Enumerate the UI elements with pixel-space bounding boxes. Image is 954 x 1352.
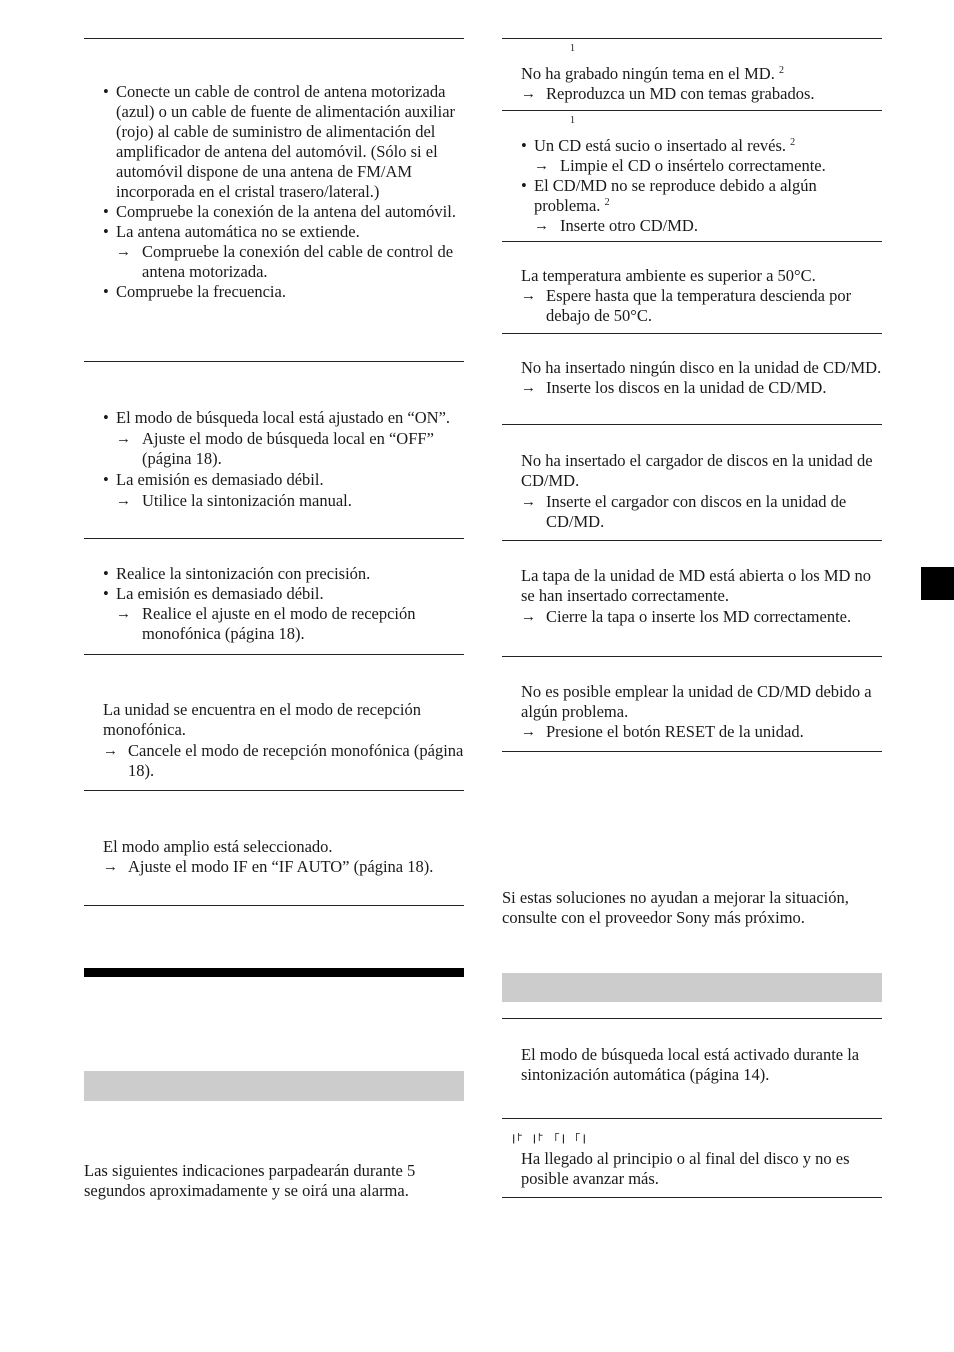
cause-text: El modo de búsqueda local está activado durante la sintonización automática (página 14). bbox=[521, 1045, 860, 1084]
section-md-lid bbox=[502, 566, 882, 627]
section-no-disc bbox=[502, 358, 882, 398]
section-heading-bar bbox=[84, 968, 464, 977]
list-item bbox=[502, 136, 882, 156]
page-edge-tab bbox=[921, 567, 954, 600]
solution-item: → Reproduzca un MD con temas grabados. bbox=[502, 84, 882, 104]
divider bbox=[84, 38, 464, 39]
footnote-mark: 1 bbox=[570, 115, 575, 126]
divider bbox=[502, 333, 882, 334]
heading-band bbox=[502, 973, 882, 1002]
section-tuning bbox=[84, 564, 464, 644]
section-md-no-tracks bbox=[502, 44, 882, 104]
solution-item: → Realice el ajuste en el modo de recepción monofónica (página 18). bbox=[84, 604, 464, 644]
solution-item: → Ajuste el modo de búsqueda local en “OFF” (página 18). bbox=[84, 429, 464, 469]
section-disc-error bbox=[502, 116, 882, 236]
list-item: • Compruebe la frecuencia. bbox=[84, 282, 464, 302]
divider bbox=[84, 654, 464, 655]
solution-item: → Inserte otro CD/MD. bbox=[502, 216, 882, 236]
divider bbox=[502, 540, 882, 541]
divider bbox=[502, 241, 882, 242]
list-item: • La emisión es demasiado débil. bbox=[84, 584, 464, 604]
solution-item: → Presione el botón RESET de la unidad. bbox=[502, 722, 882, 742]
divider bbox=[502, 1118, 882, 1119]
intro-paragraph: Las siguientes indicaciones parpadearán durante 5 segundos aproximadamente y se oirá una alarma. bbox=[84, 1161, 416, 1200]
footnote-mark: 1 bbox=[570, 43, 575, 54]
footnote-mark: 2 bbox=[778, 65, 784, 76]
divider bbox=[84, 361, 464, 362]
divider bbox=[84, 905, 464, 906]
divider bbox=[502, 38, 882, 39]
section-local-seek-on bbox=[502, 1045, 882, 1085]
section-disc-end bbox=[502, 1130, 882, 1189]
footnote-mark: 2 bbox=[604, 197, 610, 208]
solution-item: → Ajuste el modo IF en “IF AUTO” (página 18). bbox=[84, 857, 464, 877]
list-item: • Conecte un cable de control de antena motorizada (azul) o un cable de fuente de alimentación auxiliar (rojo) al cable de suministro de alimentación del amplificador de antena del automóvil. (Sólo si el automóvil dispone de una antena de FM/AM incorporada en el cristal trasero/lateral.) bbox=[84, 82, 464, 202]
divider bbox=[502, 751, 882, 752]
cause-text: La unidad se encuentra en el modo de recepción monofónica. bbox=[103, 700, 421, 739]
list-item: • La antena automática no se extiende. bbox=[84, 222, 464, 242]
solution-item: → Inserte los discos en la unidad de CD/MD. bbox=[502, 378, 882, 398]
segment-display-indicator: ꞁ꜓ ꞁ꜓ ꜒ꞁ ꜒ꞁ bbox=[512, 1130, 587, 1144]
list-item bbox=[502, 176, 882, 216]
list-item-label: El CD/MD no se reproduce debido a algún problema. bbox=[534, 176, 817, 215]
heading-band bbox=[84, 1071, 464, 1101]
divider bbox=[502, 1018, 882, 1019]
cause-text: No ha insertado ningún disco en la unidad de CD/MD. bbox=[521, 358, 882, 377]
divider bbox=[502, 1197, 882, 1198]
cause-text: La tapa de la unidad de MD está abierta o los MD no se han insertado correctamente. bbox=[521, 566, 872, 605]
cause-text: El modo amplio está seleccionado. bbox=[103, 837, 333, 856]
footnote-mark: 2 bbox=[790, 137, 796, 148]
section-no-magazine bbox=[502, 451, 882, 532]
divider bbox=[502, 110, 882, 111]
list-item: • El modo de búsqueda local está ajustado en “ON”. bbox=[84, 408, 464, 428]
solution-item: → Inserte el cargador con discos en la unidad de CD/MD. bbox=[502, 492, 882, 532]
cause-text: Ha llegado al principio o al final del disco y no es posible avanzar más. bbox=[521, 1149, 850, 1188]
sony-note: Si estas soluciones no ayudan a mejorar la situación, consulte con el proveedor Sony más próximo. bbox=[502, 888, 849, 927]
solution-item: → Limpie el CD o insértelo correctamente. bbox=[502, 156, 882, 176]
section-unit-error bbox=[502, 682, 882, 742]
section-local-seek bbox=[84, 408, 464, 511]
solution-item: → Cierre la tapa o inserte los MD correctamente. bbox=[502, 607, 882, 627]
list-item-label: Un CD está sucio o insertado al revés. bbox=[534, 136, 787, 155]
cause-text bbox=[502, 64, 882, 84]
cause-text: La temperatura ambiente es superior a 50°C. bbox=[521, 266, 816, 285]
cause-text: No es posible emplear la unidad de CD/MD debido a algún problema. bbox=[521, 682, 872, 721]
section-wide-mode bbox=[84, 837, 464, 877]
cause-text: No ha insertado el cargador de discos en la unidad de CD/MD. bbox=[521, 451, 873, 490]
divider bbox=[502, 424, 882, 425]
solution-item: → Espere hasta que la temperatura descienda por debajo de 50°C. bbox=[502, 286, 882, 326]
list-item: • La emisión es demasiado débil. bbox=[84, 470, 464, 490]
solution-item: → Compruebe la conexión del cable de control de antena motorizada. bbox=[84, 242, 464, 282]
divider bbox=[84, 790, 464, 791]
solution-item: → Utilice la sintonización manual. bbox=[84, 491, 464, 511]
section-mono bbox=[84, 700, 464, 781]
cause-text-label: No ha grabado ningún tema en el MD. bbox=[521, 64, 775, 83]
section-temperature bbox=[502, 266, 882, 326]
list-item: • Compruebe la conexión de la antena del automóvil. bbox=[84, 202, 464, 222]
solution-item: → Cancele el modo de recepción monofónica (página 18). bbox=[84, 741, 464, 781]
divider bbox=[502, 656, 882, 657]
section-antenna bbox=[84, 82, 464, 302]
divider bbox=[84, 538, 464, 539]
list-item: • Realice la sintonización con precisión. bbox=[84, 564, 464, 584]
